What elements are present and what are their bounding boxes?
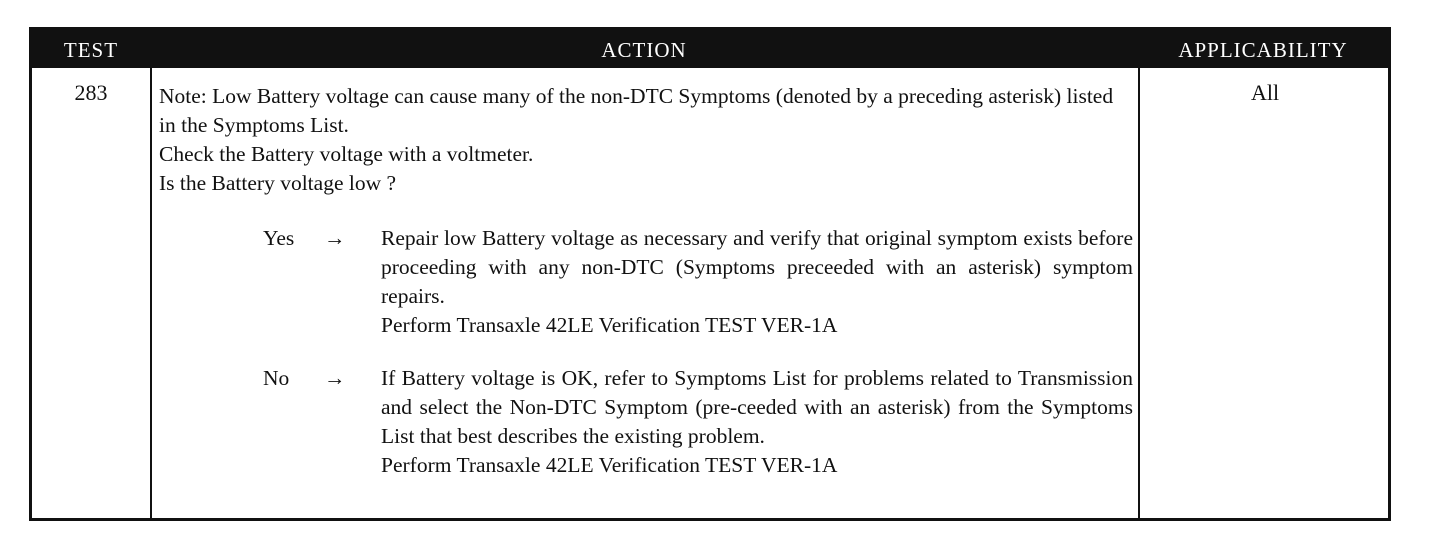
note-line: Is the Battery voltage low ? (159, 171, 397, 195)
perform-test-text: Perform Transaxle 42LE Verification TEST VER-1A (381, 453, 838, 477)
response-label: Yes (263, 226, 295, 250)
header-applicability: APPLICABILITY (1178, 38, 1348, 62)
response-text: Repair low Battery voltage as necessary and verify that original symptom exists before proceeding with any non-DTC (Symptoms preceeded with an asterisk) symptom repairs. (381, 226, 1133, 308)
table-header (32, 30, 1388, 68)
header-action: ACTION (601, 38, 687, 62)
response-label: No (263, 366, 290, 390)
response-no (159, 364, 1134, 480)
right-arrow-icon: → (324, 226, 346, 250)
response-body (381, 224, 1133, 340)
header-test: TEST (63, 38, 119, 62)
response-yes (159, 224, 1134, 340)
test-number: 283 (74, 80, 108, 105)
action-note (159, 82, 1134, 198)
column-divider (1138, 68, 1140, 518)
note-line: Check the Battery voltage with a voltmeter. (159, 142, 534, 166)
perform-test-text: Perform Transaxle 42LE Verification TEST VER-1A (381, 313, 838, 337)
note-line: Note: Low Battery voltage can cause many of the non-DTC Symptoms (denoted by a preceding asterisk) listed in the Symptoms List. (159, 84, 1114, 137)
right-arrow-icon: → (324, 366, 346, 390)
column-divider (150, 68, 152, 518)
applicability-value: All (1250, 80, 1280, 105)
response-body (381, 364, 1133, 480)
response-text: If Battery voltage is OK, refer to Symptoms List for problems related to Transmission and select the Non-DTC Symptom (pre-ceeded with an asterisk) from the Symptoms List that best describes the existing problem. (381, 366, 1133, 448)
diagnostic-table (29, 27, 1391, 521)
